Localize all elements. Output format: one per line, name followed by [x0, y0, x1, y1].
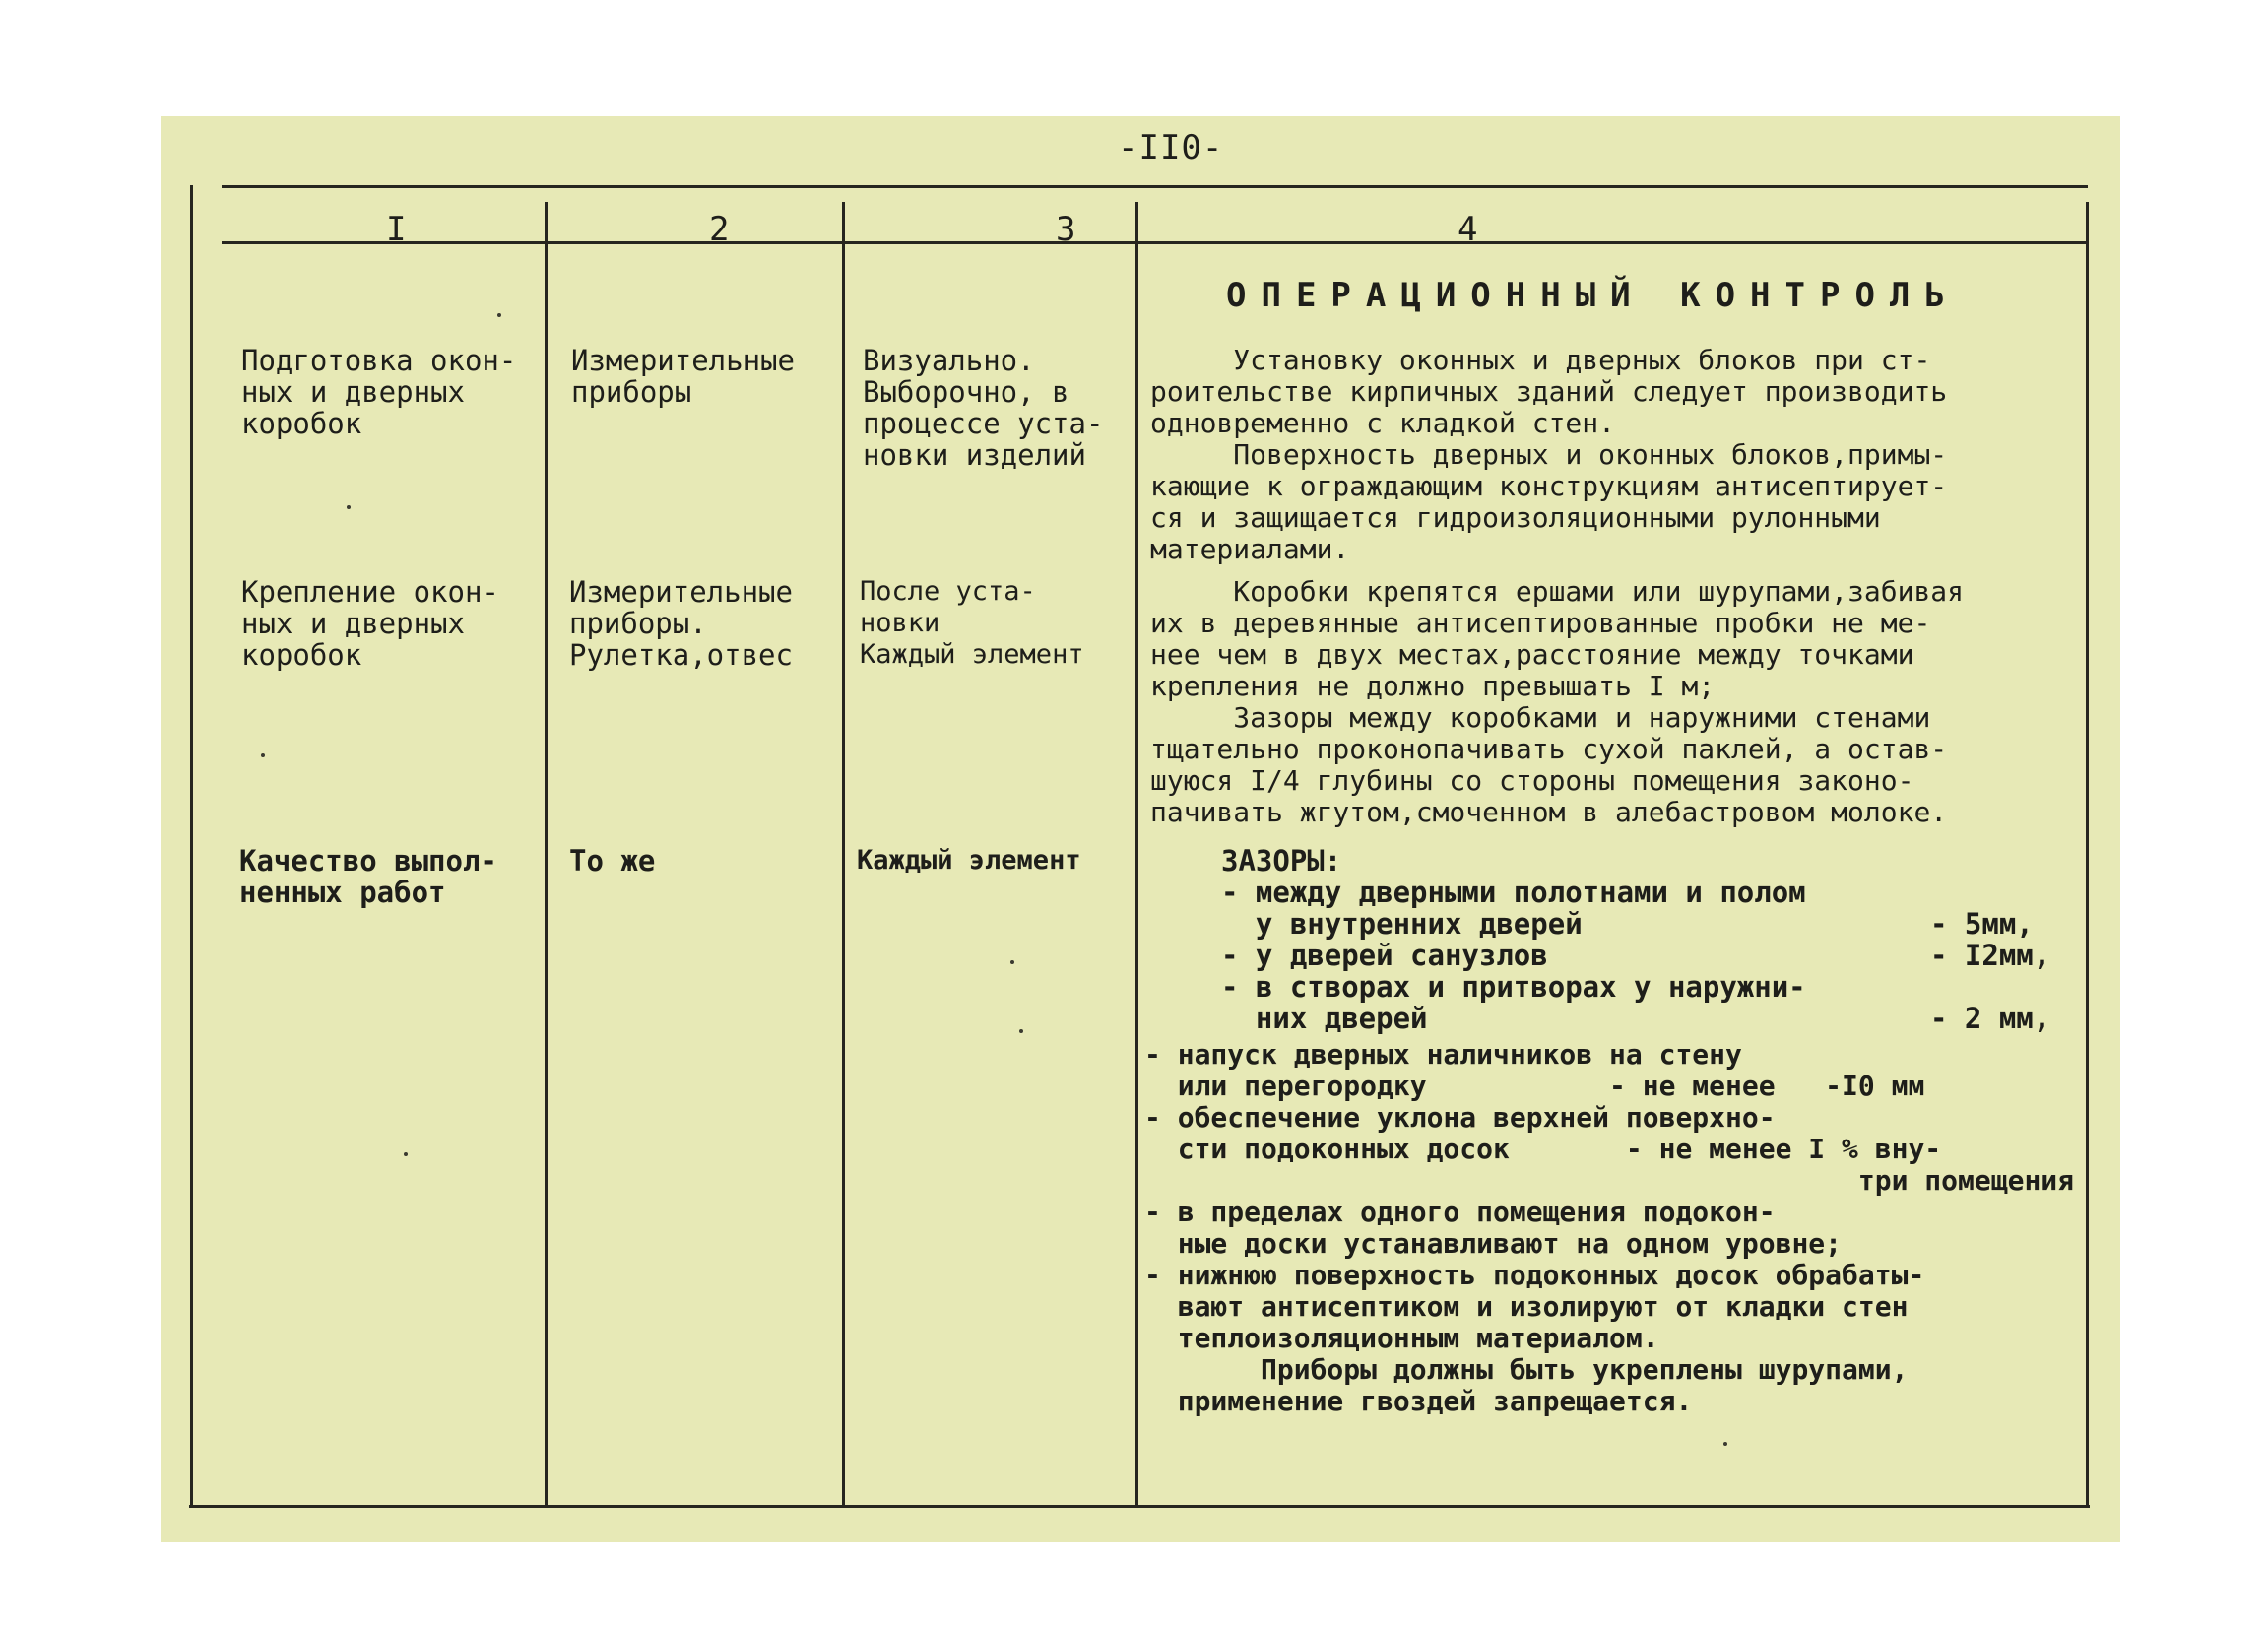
row3-tools: То же	[569, 844, 656, 878]
table-left-border	[190, 185, 193, 1507]
table-top-border	[222, 185, 2088, 188]
row3-gaps-heading: ЗАЗОРЫ:	[1221, 844, 1342, 878]
scan-speck	[404, 1152, 408, 1156]
scan-speck	[1010, 960, 1014, 964]
scan-speck	[347, 505, 351, 509]
row2-method: После уста- новки Каждый элемент	[860, 576, 1084, 670]
row3-requirements-rest: - напуск дверных наличников на стену или перегородку - не менее -I0 мм - обеспечение уклона верхней поверхно- сти подоконных досок - не менее I % вну- три помещения - в пределах одного помещения подокон- ные доски устанавливают на одном уровне; - нижнюю поверхность подоконных досок обрабаты- вают антисептиком и изолируют от кладки стен теплоизоляционным материалом. Приборы должны быть укреплены шурупами, применение гвоздей запрещается.	[1144, 1038, 2075, 1417]
row1-requirements: Установку оконных и дверных блоков при ст- роительстве кирпичных зданий следует производить одновременно с кладкой стен. Поверхность дверных и оконных блоков,примы- кающие к ограждающим конструкциям антисептирует- ся и защищается гидроизоляционными рулонными материалами.	[1150, 344, 1948, 565]
scan-speck	[1723, 1442, 1727, 1446]
row3-method: Каждый элемент	[857, 845, 1081, 876]
page-number: -II0-	[1118, 128, 1224, 167]
row3-operation: Качество выпол- ненных работ	[239, 844, 497, 909]
gap-item-value: - I2мм,	[1930, 939, 2051, 972]
row1-method: Визуально. Выборочно, в процессе уста- новки изделий	[863, 344, 1104, 472]
scan-speck	[1019, 1029, 1023, 1033]
scan-speck	[497, 313, 501, 317]
gap-item-value: - 2 мм,	[1930, 1002, 2051, 1035]
column-header-4: 4	[1458, 210, 1478, 249]
section-title: ОПЕРАЦИОННЫЙ КОНТРОЛЬ	[1226, 276, 1960, 315]
row2-tools: Измерительные приборы. Рулетка,отвес	[569, 575, 793, 672]
column-header-1: I	[386, 210, 407, 249]
row1-tools: Измерительные приборы	[571, 344, 795, 409]
row2-requirements: Коробки крепятся ершами или шурупами,забивая их в деревянные антисептированные пробки не ме- нее чем в двух местах,расстояние между точками крепления не должно превышать I м; Зазоры между коробками и наружними стенами тщательно проконопачивать сухой паклей, а остав- шуюся I/4 глубины со стороны помещения законо- пачивать жгутом,смоченном в алебастровом молоке.	[1150, 575, 1965, 828]
table-right-border	[2086, 202, 2089, 1507]
gap-item-text: - в створах и притворах у наружни-	[1221, 970, 1806, 1004]
gap-item-text: них дверей	[1221, 1002, 1428, 1035]
row1-operation: Подготовка окон- ных и дверных коробок	[241, 344, 517, 440]
gap-item-text: - у дверей санузлов	[1221, 939, 1548, 972]
column-header-3: 3	[1056, 210, 1076, 249]
gap-item-text: - между дверными полотнами и полом	[1221, 876, 1806, 909]
column-divider-2	[842, 202, 845, 1507]
column-header-2: 2	[709, 210, 730, 249]
table-header-divider	[222, 241, 2088, 244]
column-divider-1	[545, 202, 548, 1507]
row2-operation: Крепление окон- ных и дверных коробок	[241, 575, 499, 672]
column-divider-3	[1135, 202, 1138, 1507]
gap-item-value: - 5мм,	[1930, 907, 2034, 941]
table-bottom-border	[189, 1505, 2090, 1508]
gap-item-text: у внутренних дверей	[1221, 907, 1583, 941]
scan-speck	[261, 753, 265, 757]
